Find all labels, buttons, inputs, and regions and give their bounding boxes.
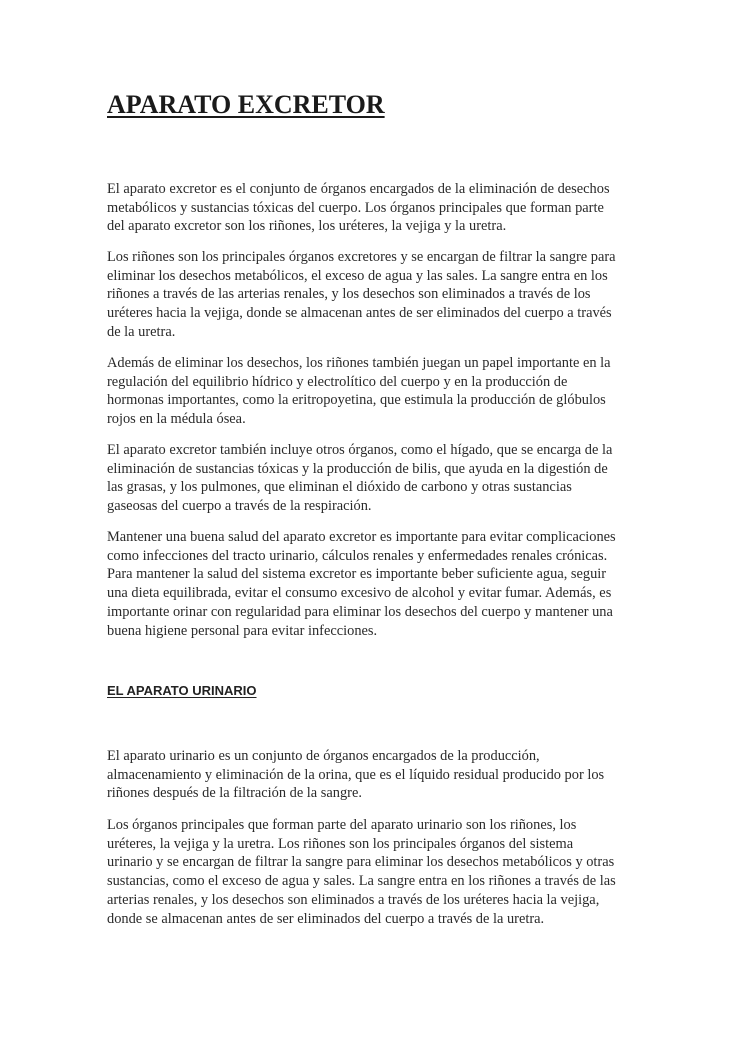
text-line: como infecciones del tracto urinario, cálculos renales y enfermedades renales crónicas. [107,547,608,564]
text-line: de la uretra. [107,323,176,340]
text-line: Mantener una buena salud del aparato excretor es importante para evitar complicaciones [107,529,616,545]
paragraph-kidneys [107,248,647,342]
text-line: regulación del equilibrio hídrico y electrolítico del cuerpo y en la producción de [107,373,568,390]
text-line: las grasas, y los pulmones, que eliminan el dióxido de carbono y otras sustancias [107,479,572,496]
text-line: Los riñones son los principales órganos excretores y se encargan de filtrar la sangre para [107,249,616,265]
text-line: uréteres, la vejiga y la uretra. Los riñones son los principales órganos del sistema [107,835,574,852]
text-line: almacenamiento y eliminación de la orina, que es el líquido residual producido por los [107,766,605,783]
text-line: del aparato excretor son los riñones, los uréteres, la vejiga y la uretra. [107,218,507,235]
text-line: Los órganos principales que forman parte del aparato urinario son los riñones, los [107,817,577,833]
text-line: sustancias, como el exceso de agua y sales. La sangre entra en los riñones a través de las [107,873,616,890]
text-line: El aparato excretor es el conjunto de órganos encargados de la eliminación de desechos [107,181,610,197]
paragraph-other-organs [107,441,647,516]
text-line: urinario y se encargan de filtrar la sangre para eliminar los desechos metabólicos y otras [107,854,615,871]
paragraph-regulation [107,354,647,429]
text-line: El aparato urinario es un conjunto de órganos encargados de la producción, [107,748,540,764]
paragraph-urinario-intro [107,747,647,803]
text-line: hormonas importantes, como la eritropoyetina, que estimula la producción de glóbulos [107,392,606,409]
text-line: gaseosas del cuerpo a través de la respiración. [107,498,372,515]
text-line: buena higiene personal para evitar infecciones. [107,622,378,639]
text-line: una dieta equilibrada, evitar el consumo excesivo de alcohol y evitar fumar. Además, es [107,585,612,602]
text-line: uréteres hacia la vejiga, donde se almacenan antes de ser eliminados del cuerpo a través [107,305,612,322]
document-title: APARATO EXCRETOR [107,90,385,119]
text-line: eliminación de sustancias tóxicas y la producción de bilis, que ayuda en la digestión de [107,460,608,477]
paragraph-urinario-organs [107,816,647,928]
paragraph-intro [107,180,647,236]
text-line: arterias renales, y los desechos son eliminados a través de los uréteres hacia la vejiga, [107,891,600,908]
text-line: riñones a través de las arterias renales, y los desechos son eliminados a través de los [107,286,591,303]
text-line: Además de eliminar los desechos, los riñones también juegan un papel importante en la [107,355,611,371]
text-line: El aparato excretor también incluye otros órganos, como el hígado, que se encarga de la [107,442,613,458]
text-line: importante orinar con regularidad para eliminar los desechos del cuerpo y mantener una [107,603,613,620]
text-line: metabólicos y sustancias tóxicas del cuerpo. Los órganos principales que forman parte [107,199,604,216]
section-heading-urinario: EL APARATO URINARIO [107,683,257,698]
paragraph-health [107,528,647,640]
text-line: riñones después de la filtración de la sangre. [107,785,362,802]
text-line: eliminar los desechos metabólicos, el exceso de agua y las sales. La sangre entra en los [107,267,608,284]
text-line: rojos en la médula ósea. [107,411,246,428]
text-line: donde se almacenan antes de ser eliminados del cuerpo a través de la uretra. [107,910,545,927]
text-line: Para mantener la salud del sistema excretor es importante beber suficiente agua, seguir [107,566,607,583]
